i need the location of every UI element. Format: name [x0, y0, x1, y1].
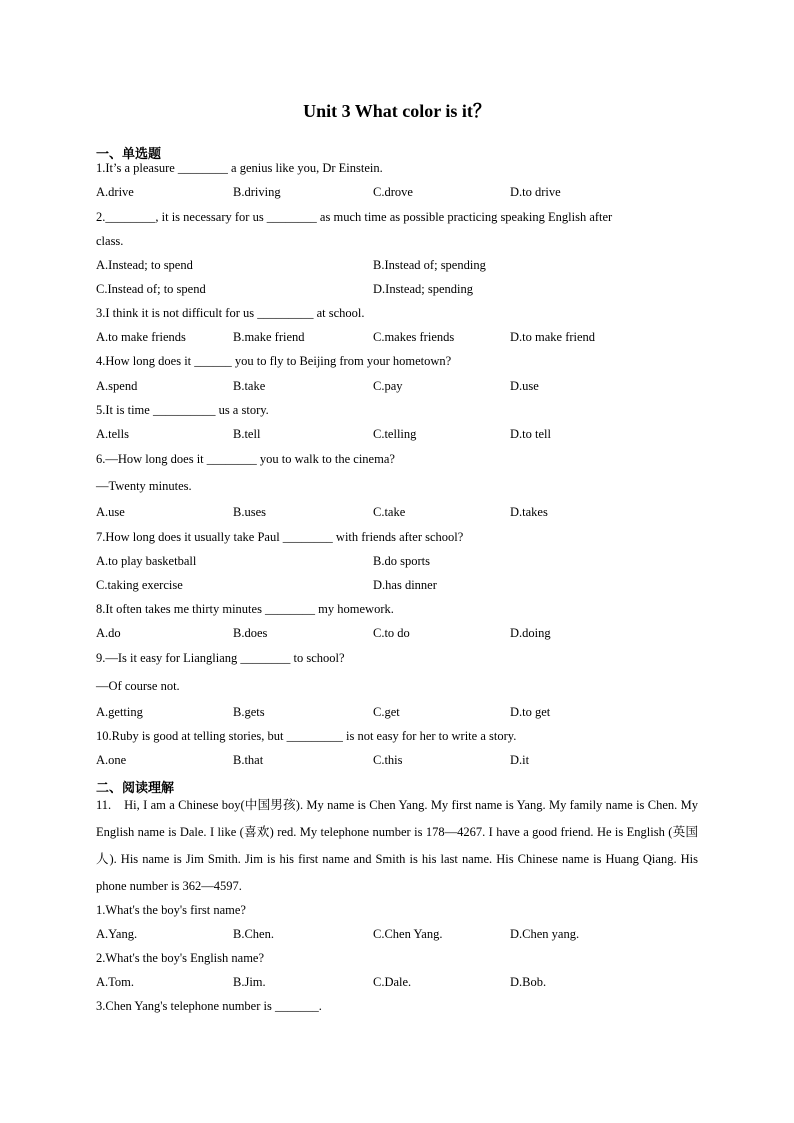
- option-c: C.to do: [373, 626, 410, 640]
- question-stem: 2.________, it is necessary for us ________ as much time as possible practicing speaking English after: [96, 210, 613, 224]
- option-c: C.telling: [373, 427, 417, 441]
- option-b: B.gets: [233, 705, 265, 719]
- question-stem: 4.How long does it ______ you to fly to Beijing from your hometown?: [96, 354, 452, 368]
- option-d: D.to make friend: [510, 330, 596, 344]
- option-b: B.Instead of; spending: [373, 258, 486, 272]
- option-a: A.use: [96, 505, 125, 519]
- question-stem-continued: —Twenty minutes.: [96, 479, 192, 493]
- option-d: D.to get: [510, 705, 551, 719]
- option-b: B.Chen.: [233, 927, 274, 941]
- option-a: A.Yang.: [96, 927, 138, 941]
- option-a: A.one: [96, 753, 127, 767]
- option-c: C.Instead of; to spend: [96, 282, 206, 296]
- question-stem: 8.It often takes me thirty minutes ________ my homework.: [96, 602, 394, 616]
- option-d: D.Bob.: [510, 975, 547, 989]
- option-c: C.take: [373, 505, 406, 519]
- option-d: D.use: [510, 379, 539, 393]
- option-a: A.Instead; to spend: [96, 258, 193, 272]
- question-stem: 7.How long does it usually take Paul ________ with friends after school?: [96, 530, 464, 544]
- option-d: D.it: [510, 753, 530, 767]
- option-a: A.to make friends: [96, 330, 186, 344]
- page-title: Unit 3 What color is it？: [303, 101, 491, 121]
- option-c: C.Chen Yang.: [373, 927, 443, 941]
- option-a: A.drive: [96, 185, 134, 199]
- option-d: D.has dinner: [373, 578, 437, 592]
- option-b: B.do sports: [373, 554, 430, 568]
- question-stem: 1.What's the boy's first name?: [96, 903, 246, 917]
- option-c: C.pay: [373, 379, 403, 393]
- option-d: D.Instead; spending: [373, 282, 473, 296]
- question-stem: 10.Ruby is good at telling stories, but _________ is not easy for her to write a story.: [96, 729, 517, 743]
- question-stem: 6.—How long does it ________ you to walk to the cinema?: [96, 452, 395, 466]
- option-a: A.do: [96, 626, 121, 640]
- option-c: C.this: [373, 753, 403, 767]
- option-a: A.getting: [96, 705, 143, 719]
- option-d: D.to tell: [510, 427, 551, 441]
- reading-passage: 11. Hi, I am a Chinese boy(中国男孩). My name is Chen Yang. My first name is Yang. My family name is Chen. My English name is Dale. I like (喜欢) red. My telephone number is 178—4267. I have a good friend. He is English (英国人). His name is Jim Smith. Jim is his first name and Smith is his last name. His Chinese name is Huang Qiang. His phone number is 362—4597.: [96, 798, 698, 893]
- question-stem: 5.It is time __________ us a story.: [96, 403, 269, 417]
- option-c: C.Dale.: [373, 975, 412, 989]
- question-stem-continued: class.: [96, 234, 124, 248]
- option-a: A.tells: [96, 427, 129, 441]
- option-c: C.get: [373, 705, 400, 719]
- option-d: D.to drive: [510, 185, 561, 199]
- question-stem: 9.—Is it easy for Liangliang ________ to school?: [96, 651, 345, 665]
- question-stem-continued: —Of course not.: [96, 679, 180, 693]
- option-b: B.tell: [233, 427, 261, 441]
- option-a: A.Tom.: [96, 975, 135, 989]
- question-stem: 3.Chen Yang's telephone number is _______.: [96, 999, 322, 1013]
- option-d: D.takes: [510, 505, 548, 519]
- option-a: A.to play basketball: [96, 554, 197, 568]
- option-b: B.make friend: [233, 330, 305, 344]
- option-a: A.spend: [96, 379, 138, 393]
- option-b: B.uses: [233, 505, 266, 519]
- option-b: B.that: [233, 753, 264, 767]
- option-b: B.Jim.: [233, 975, 266, 989]
- option-c: C.drove: [373, 185, 413, 199]
- option-d: D.doing: [510, 626, 551, 640]
- section-heading-single-choice: 一、单选题: [96, 146, 162, 161]
- question-stem: 3.I think it is not difficult for us _________ at school.: [96, 306, 365, 320]
- option-d: D.Chen yang.: [510, 927, 580, 941]
- option-c: C.makes friends: [373, 330, 455, 344]
- option-c: C.taking exercise: [96, 578, 183, 592]
- option-b: B.take: [233, 379, 266, 393]
- question-stem: 2.What's the boy's English name?: [96, 951, 265, 965]
- section-heading-reading: 二、阅读理解: [96, 780, 175, 795]
- question-stem: 1.It’s a pleasure ________ a genius like you, Dr Einstein.: [96, 161, 383, 175]
- option-b: B.driving: [233, 185, 281, 199]
- option-b: B.does: [233, 626, 268, 640]
